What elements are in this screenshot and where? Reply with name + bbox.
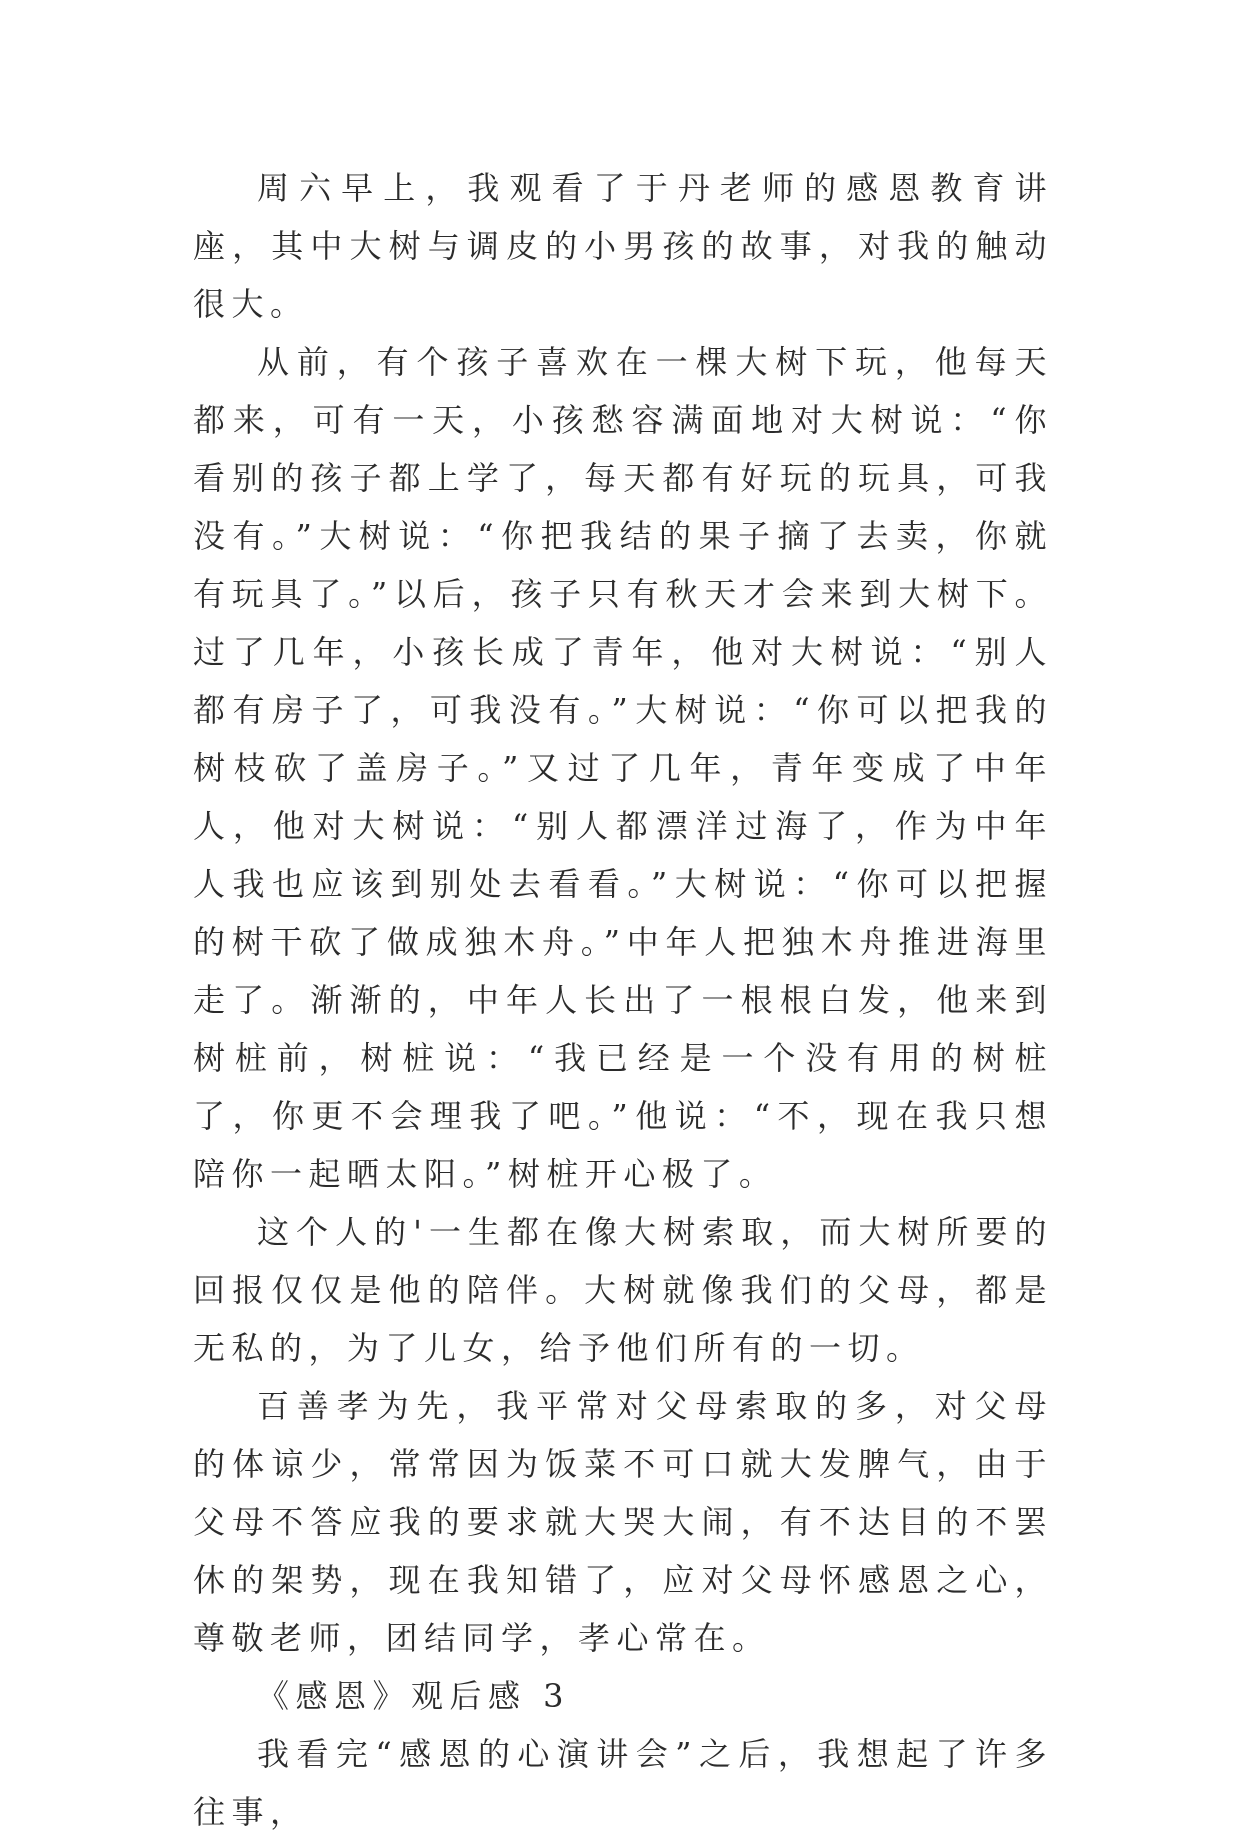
section-heading: 《感恩》观后感 3 <box>257 1677 571 1715</box>
paragraph-tree-story: 从前，有个孩子喜欢在一棵大树下玩，他每天都来，可有一天，小孩愁容满面地对大树说：“你看别的孩子都上学了，每天都有好玩的玩具，可我没有。”大树说：“你把我结的果子摘了去卖，你就有玩具了。”以后，孩子只有秋天才会来到大树下。过了几年，小孩长成了青年，他对大树说：“别人都有房子了，可我没有。”大树说：“你可以把我的树枝砍了盖房子。”又过了几年，青年变成了中年人，他对大树说：“别人都漂洋过海了，作为中年人我也应该到别处去看看。”大树说：“你可以把握的树干砍了做成独木舟。”中年人把独木舟推进海里走了。渐渐的，中年人长出了一根根白发，他来到树桩前，树桩说：“我已经是一个没有用的树桩了，你更不会理我了吧。”他说：“不，现在我只想陪你一起晒太阳。”树桩开心极了。 <box>193 343 1053 1193</box>
document-body <box>193 159 1053 1841</box>
paragraph-reflection: 这个人的'一生都在像大树索取，而大树所要的回报仅仅是他的陪伴。大树就像我们的父母，都是无私的，为了儿女，给予他们所有的一切。 <box>193 1213 1053 1367</box>
paragraph-filial-piety: 百善孝为先，我平常对父母索取的多，对父母的体谅少，常常因为饭菜不可口就大发脾气，由于父母不答应我的要求就大哭大闹，有不达目的不罢休的架势，现在我知错了，应对父母怀感恩之心，尊敬老师，团结同学，孝心常在。 <box>193 1387 1053 1657</box>
paragraph-closing: 我看完“感恩的心演讲会”之后，我想起了许多往事， <box>193 1735 1053 1831</box>
paragraph-intro: 周六早上，我观看了于丹老师的感恩教育讲座，其中大树与调皮的小男孩的故事，对我的触动很大。 <box>193 169 1053 323</box>
